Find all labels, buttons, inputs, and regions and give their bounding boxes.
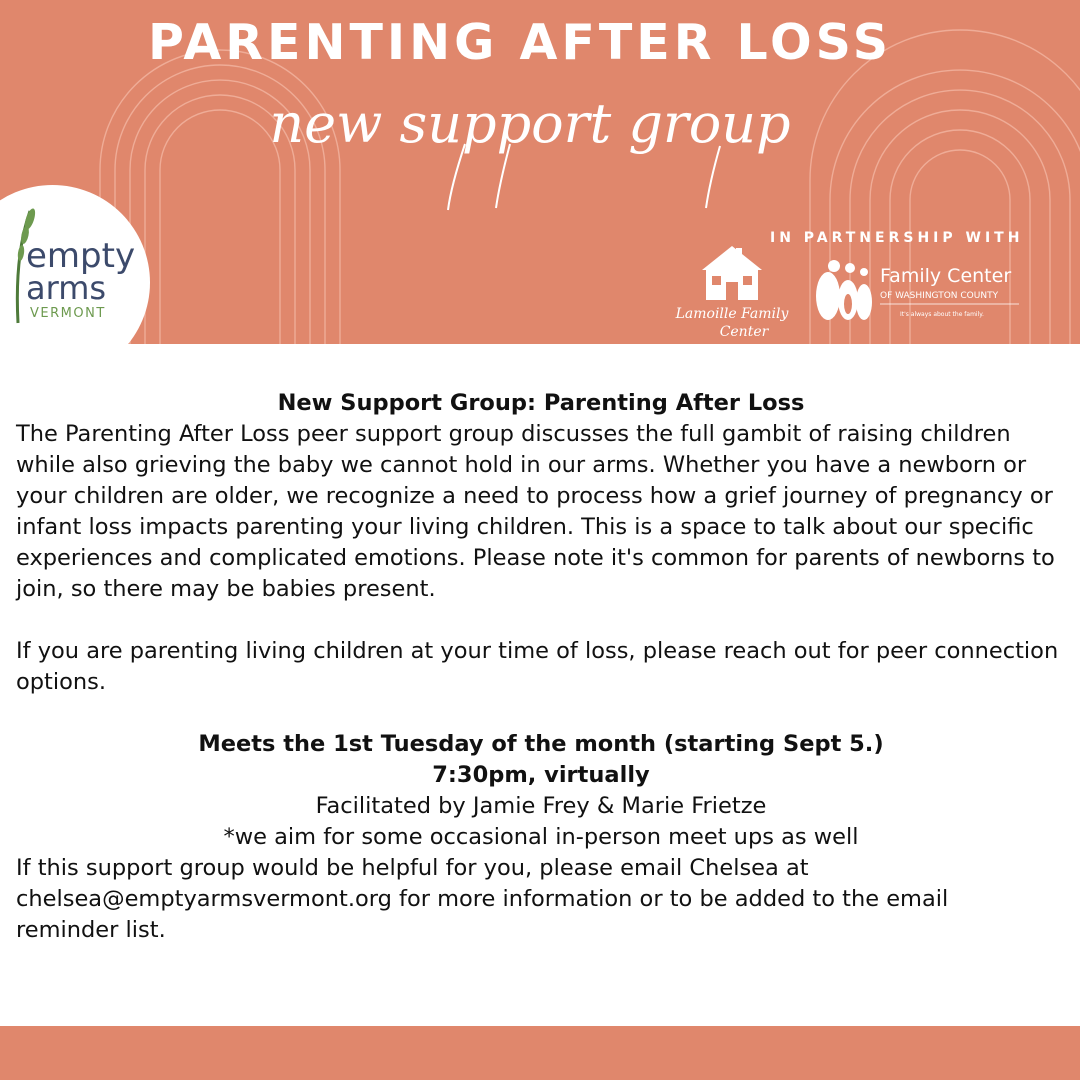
main-content [16, 388, 1066, 946]
family-center-logo [814, 258, 1034, 328]
description-paragraph: The Parenting After Loss peer support group discusses the full gambit of raising children while also grieving the baby we cannot hold in our arms. Whether you have a newborn or your children are older, we recognize a need to process how a grief journey of pregnancy or infant loss impacts parenting your living children. This is a space to talk about our specific experiences and complicated emotions. Please note it's common for parents of newborns to join, so there may be babies present. [16, 421, 1055, 602]
script-subtitle-text: new support group [269, 92, 791, 155]
family-center-subname: OF WASHINGTON COUNTY [880, 291, 999, 301]
house-icon [702, 246, 762, 300]
lamoille-name-line2: Center [719, 324, 769, 340]
footer-bar [0, 1026, 1080, 1080]
contact-paragraph: If this support group would be helpful for you, please email Chelsea at chelsea@emptyarmsvermont.org for more information or to be added to the email reminder list. [16, 855, 949, 943]
content-heading: New Support Group: Parenting After Loss [277, 390, 805, 416]
family-center-name: Family Center [880, 265, 1012, 287]
facilitators-line: Facilitated by Jamie Frey & Marie Frietze [315, 793, 767, 819]
logo-text-empty: empty [26, 236, 136, 276]
logo-text-arms: arms [26, 269, 107, 307]
lamoille-name-line1: Lamoille Family [675, 306, 789, 322]
inperson-note: *we aim for some occasional in-person meet ups as well [223, 824, 859, 850]
time-line: 7:30pm, virtually [432, 762, 650, 788]
living-children-paragraph: If you are parenting living children at your time of loss, please reach out for peer connection options. [16, 638, 1059, 695]
schedule-line: Meets the 1st Tuesday of the month (starting Sept 5.) [198, 731, 884, 757]
script-subtitle [250, 74, 810, 214]
logo-text-vermont: VERMONT [30, 306, 106, 321]
family-figures-icon [816, 260, 872, 320]
empty-arms-vermont-logo [8, 205, 138, 330]
lamoille-family-center-logo [672, 242, 792, 342]
header-banner [0, 0, 1080, 344]
partnership-label: IN PARTNERSHIP WITH [770, 230, 1024, 246]
banner-title: PARENTING AFTER LOSS [147, 14, 893, 71]
family-center-tagline: It's always about the family. [900, 311, 984, 318]
